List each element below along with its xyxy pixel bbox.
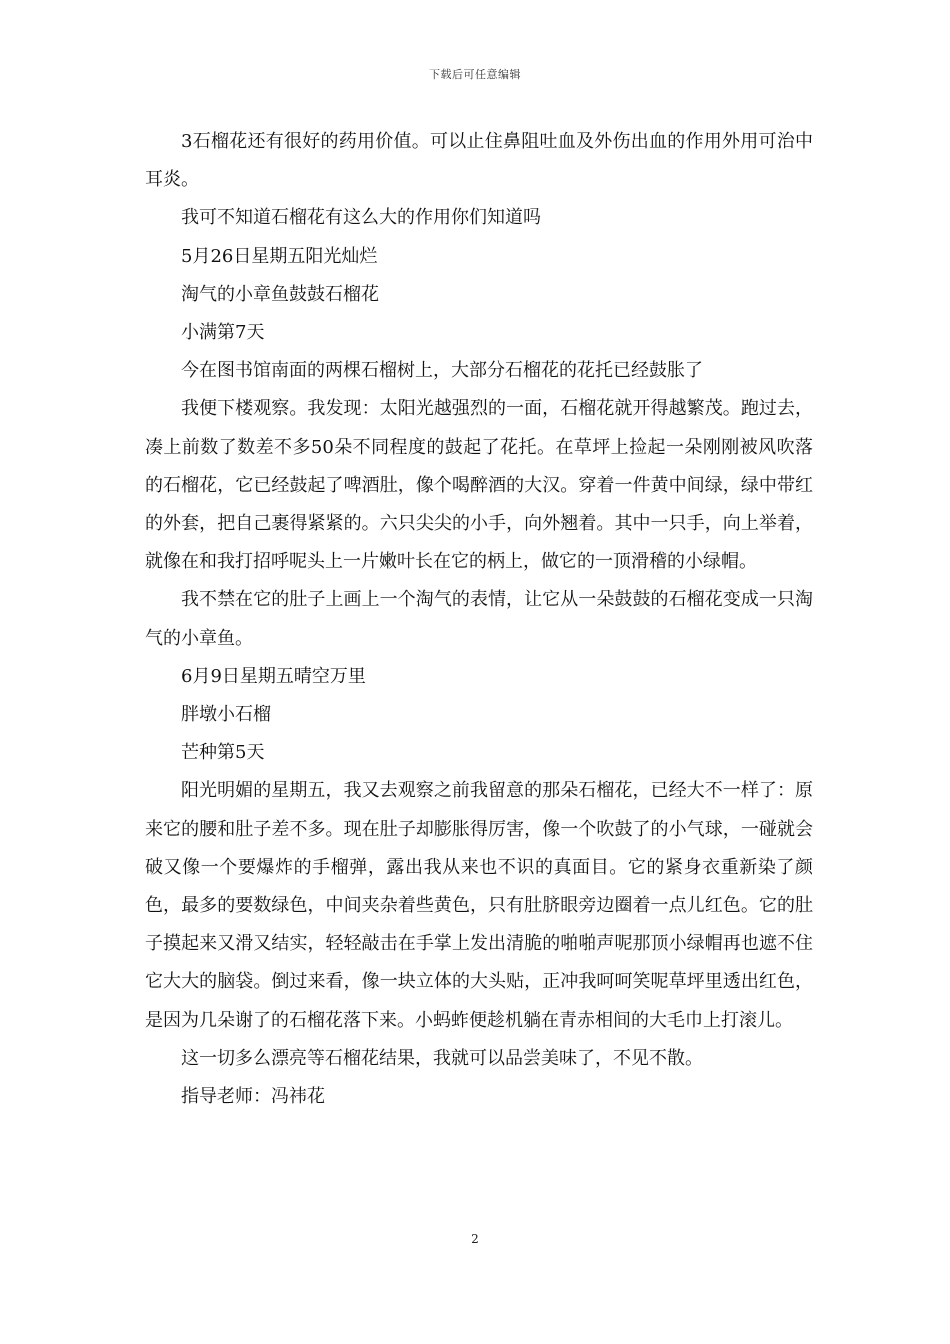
diary-title: 胖墩小石榴 [181,704,271,726]
page-header: 下载后可任意编辑 [429,68,521,81]
diary-day: 芒种第5天 [181,742,265,764]
paragraph: 我不禁在它的肚子上画上一个淘气的表情，让它从一朵鼓鼓的石榴花变成一只淘气的小章鱼。 [145,589,813,649]
paragraph: 3石榴花还有很好的药用价值。可以止住鼻阻吐血及外伤出血的作用外用可治中耳炎。 [145,131,813,191]
diary-day: 小满第7天 [181,322,265,344]
document-body [145,123,813,1116]
diary-date: 6月9日星期五晴空万里 [181,665,366,687]
page-number: 2 [471,1232,479,1246]
diary-date: 5月26日星期五阳光灿烂 [181,245,378,267]
paragraph: 阳光明媚的星期五，我又去观察之前我留意的那朵石榴花，已经大不一样了：原来它的腰和肚子差不多。现在肚子却膨胀得厉害，像一个吹鼓了的小气球，一碰就会破又像一个要爆炸的手榴弹，露出我从来也不识的真面目。它的紧身衣重新染了颜色，最多的要数绿色，中间夹杂着些黄色，只有肚脐眼旁边圈着一点儿红色。它的肚子摸起来又滑又结实，轻轻敲击在手掌上发出清脆的啪啪声呢那顶小绿帽再也遮不住它大大的脑袋。倒过来看，像一块立体的大头贴，正冲我呵呵笑呢草坪里透出红色，是因为几朵谢了的石榴花落下来。小蚂蚱便趁机躺在青赤相间的大毛巾上打滚儿。 [145,780,813,1031]
diary-title: 淘气的小章鱼鼓鼓石榴花 [181,283,379,305]
paragraph: 我便下楼观察。我发现：太阳光越强烈的一面，石榴花就开得越繁茂。跑过去，凑上前数了数差不多50朵不同程度的鼓起了花托。在草坪上捡起一朵刚刚被风吹落的石榴花，它已经鼓起了啤酒肚，像个喝醉酒的大汉。穿着一件黄中间绿，绿中带红的外套，把自己裹得紧紧的。六只尖尖的小手，向外翘着。其中一只手，向上举着，就像在和我打招呼呢头上一片嫩叶长在它的柄上，做它的一顶滑稽的小绿帽。 [145,398,813,573]
teacher-credit: 指导老师：冯祎花 [181,1086,325,1108]
paragraph: 这一切多么漂亮等石榴花结果，我就可以品尝美味了，不见不散。 [181,1047,703,1069]
paragraph: 我可不知道石榴花有这么大的作用你们知道吗 [181,207,541,229]
paragraph: 今在图书馆南面的两棵石榴树上，大部分石榴花的花托已经鼓胀了 [181,360,703,382]
